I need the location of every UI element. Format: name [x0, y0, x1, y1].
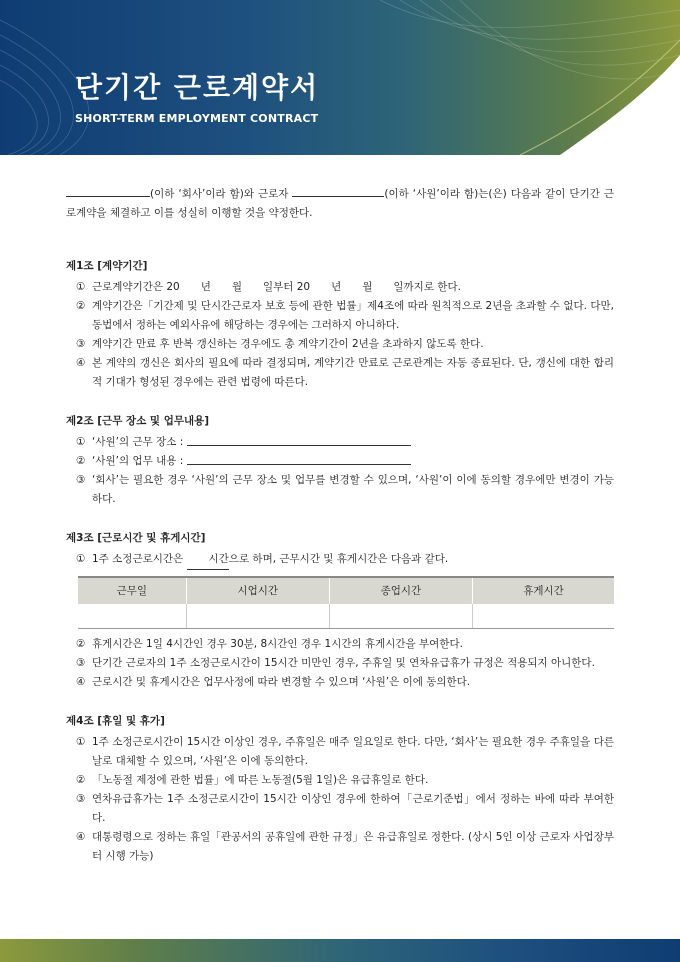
contract-body [66, 184, 614, 866]
list-item: ④ 대통령령으로 정하는 휴일「관공서의 공휴일에 관한 규정」은 유급휴일로 정한다. (상시 5인 이상 근로자 사업장부터 시행 가능) [76, 831, 614, 862]
list-item: ① ‘사원’의 근무 장소 : [66, 433, 614, 452]
list-item: ④ 근로시간 및 휴게시간은 업무사정에 따라 변경할 수 있으며 ‘사원’은 이에 동의한다. [76, 676, 471, 688]
list-item: ① 1주 소정근로시간이 15시간 이상인 경우, 주휴일은 매주 일요일로 한다. 다만, ‘회사’는 필요한 경우 주휴일을 다른 날로 대체할 수 있으며, ‘사원’은 이에 동의한다. [76, 736, 614, 767]
section-4-title: 제4조 [휴일 및 휴가] [66, 715, 165, 727]
company-name-blank[interactable] [66, 184, 150, 197]
section-3-title: 제3조 [근로시간 및 휴게시간] [66, 532, 206, 544]
section-1-title: 제1조 [계약기간] [66, 260, 148, 272]
weekly-hours-blank[interactable]: 시간 [187, 550, 229, 570]
list-item: ③ 계약기간 만료 후 반복 갱신하는 경우에도 총 계약기간이 2년을 초과하지 않도록 한다. [76, 338, 484, 350]
page-title: 단기간 근로계약서 [75, 71, 320, 104]
job-duty-blank[interactable] [187, 452, 411, 465]
page-subtitle: SHORT-TERM EMPLOYMENT CONTRACT [75, 112, 319, 125]
intro-part1: (이하 ‘회사’이라 함)와 근로자 [150, 188, 289, 200]
intro-paragraph [66, 184, 614, 223]
list-item: ③ 단기간 근로자의 1주 소정근로시간이 15시간 미만인 경우, 주휴일 및 연차유급휴가 규정은 적용되지 아니한다. [76, 657, 595, 669]
list-item: ② 휴게시간은 1일 4시간인 경우 30분, 8시간인 경우 1시간의 휴게시간을 부여한다. [76, 638, 463, 650]
list-item: ④ 본 계약의 갱신은 회사의 필요에 따라 결정되며, 계약기간 만료로 근로관계는 자동 종료된다. 단, 갱신에 대한 합리적 기대가 형성된 경우에는 관련 법령에 따른다. [76, 357, 614, 388]
table-header: 휴게시간 [472, 577, 614, 604]
intro-part2: (이하 ‘사원’이라 함)는(은) 다음과 같이 단기간 근로계약을 체결하고 이를 성실히 이행할 것을 약정한다. [66, 188, 614, 219]
list-item: ① 근로계약기간은 20 년 월 일부터 20 년 월 일까지로 한다. [76, 281, 461, 293]
work-day-cell[interactable] [78, 604, 186, 629]
list-item: ② 「노동절 제정에 관한 법률」에 따른 노동절(5월 1일)은 유급휴일로 한다. [76, 774, 429, 786]
break-time-cell[interactable] [472, 604, 614, 629]
header-banner [0, 0, 680, 155]
end-time-cell[interactable] [329, 604, 472, 629]
table-header: 종업시간 [329, 577, 472, 604]
list-item: ③ ‘회사’는 필요한 경우 ‘사원’의 근무 장소 및 업무를 변경할 수 있으며, ‘사원’이 이에 동의할 경우에만 변경이 가능하다. [76, 474, 614, 505]
start-time-cell[interactable] [186, 604, 329, 629]
table-header: 시업시간 [186, 577, 329, 604]
table-header: 근무일 [78, 577, 186, 604]
section-2-title: 제2조 [근무 장소 및 업무내용] [66, 415, 210, 427]
header-corner-curve [560, 55, 680, 155]
work-hours-table [78, 576, 614, 629]
employee-name-blank[interactable] [292, 184, 384, 197]
list-item: ② ‘사원’의 업무 내용 : [66, 452, 614, 471]
footer-band [0, 939, 680, 962]
work-place-blank[interactable] [187, 433, 411, 446]
list-item: ② 계약기간은「기간제 및 단시간근로자 보호 등에 관한 법률」제4조에 따라 원칙적으로 2년을 초과할 수 없다. 다만, 동법에서 정하는 예외사유에 해당하는 경우에는 그러하지 아니하다. [76, 300, 614, 331]
list-item: ① 1주 소정근로시간은 시간으로 하며, 근무시간 및 휴게시간은 다음과 같다. [66, 550, 614, 570]
list-item: ③ 연차유급휴가는 1주 소정근로시간이 15시간 이상인 경우에 한하여「근로기준법」에서 정하는 바에 따라 부여한다. [76, 793, 614, 824]
